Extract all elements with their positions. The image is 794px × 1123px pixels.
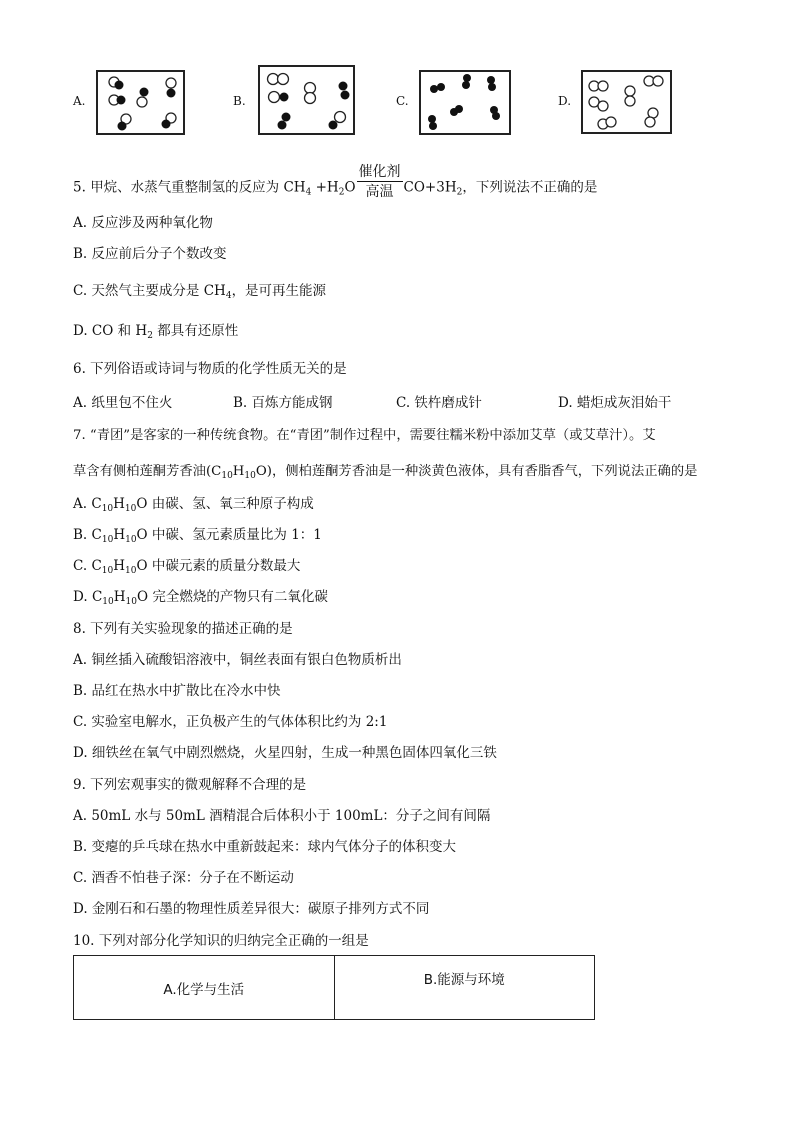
table-row	[74, 956, 595, 1020]
q5-number: 5.	[73, 179, 86, 196]
q7-formula-c: C	[91, 589, 103, 605]
molecule-diagram-b	[260, 67, 353, 133]
q7-formula-h: H	[113, 589, 126, 605]
q4-option-b-diagram	[258, 65, 355, 135]
q7-subscript: 10	[244, 471, 256, 481]
q7-subscript: 10	[101, 504, 114, 514]
q7-option-c-text: O 中碳元素的质量分数最大	[136, 558, 301, 574]
q7-option-a-text: O 由碳、氢、氧三种原子构成	[136, 496, 314, 512]
q5-subscript: 4	[225, 291, 232, 301]
q7-stem-line2	[73, 463, 697, 485]
q5-option-d-text: D. CO 和 H	[73, 323, 148, 339]
q7-subscript: 10	[125, 597, 137, 607]
q4-option-d-diagram	[581, 70, 672, 134]
q7-stem-line1: 7. “青团”是客家的一种传统食物。在“青团”制作过程中，需要往糯米粉中添加艾草（或艾草汁）。艾	[73, 428, 656, 443]
q9-option-c: C. 酒香不怕巷子深：分子在不断运动	[73, 870, 294, 886]
q7-stem-text: 草含有侧柏莲酮芳香油(C	[73, 464, 222, 479]
q7-formula-c: C	[91, 558, 102, 574]
molecule-diagram-c	[421, 72, 509, 133]
q9-option-b: B. 变瘪的乒乓球在热水中重新鼓起来：球内气体分子的体积变大	[73, 839, 457, 855]
q8-option-d: D. 细铁丝在氧气中剧烈燃烧，火星四射，生成一种黑色固体四氧化三铁	[73, 745, 497, 761]
q10-header-b: B.能源与环境	[334, 956, 595, 1020]
q8-stem: 8. 下列有关实验现象的描述正确的是	[73, 621, 293, 637]
q7-subscript: 10	[101, 566, 114, 576]
q7-option-d	[73, 588, 328, 611]
q5-subscript: 2	[147, 331, 153, 341]
q5-option-d-tail: 都具有还原性	[152, 323, 239, 339]
q4-option-a-label: A.	[73, 94, 86, 108]
q6-option-b: B. 百炼方能成钢	[233, 395, 333, 411]
q5-products: CO+3H	[403, 179, 457, 196]
q7-subscript: 10	[102, 597, 114, 607]
q7-formula-c: C	[91, 527, 102, 543]
q7-option-letter: B.	[73, 527, 92, 543]
q4-option-c-label: C.	[396, 94, 409, 108]
q8-option-c: C. 实验室电解水，正负极产生的气体体积比约为 2:1	[73, 714, 388, 730]
q5-subscript: 2	[338, 187, 345, 198]
q7-subscript: 10	[125, 535, 137, 545]
q4-option-b-label: B.	[233, 94, 246, 108]
q7-subscript: 10	[124, 504, 137, 514]
q5-option-c-tail: ，是可再生能源	[231, 283, 327, 299]
reaction-condition	[357, 164, 403, 200]
q5-reactant-o: O	[344, 179, 356, 196]
q7-option-c	[73, 557, 300, 580]
q5-reactant-h: +H	[311, 179, 339, 196]
q8-option-b: B. 品红在热水中扩散比在冷水中快	[73, 683, 281, 699]
q5-option-c	[73, 282, 326, 305]
q7-option-letter: C.	[73, 558, 92, 574]
q9-option-d: D. 金刚石和石墨的物理性质差异很大：碳原子排列方式不同	[73, 901, 430, 917]
q7-option-letter: A.	[73, 496, 92, 512]
q5-option-b: B. 反应前后分子个数改变	[73, 246, 227, 262]
q5-option-d	[73, 322, 238, 345]
q9-stem: 9. 下列宏观事实的微观解释不合理的是	[73, 777, 307, 793]
q5-stem	[73, 164, 598, 206]
q5-subscript: 4	[305, 187, 312, 198]
reaction-arrow-bar	[357, 181, 403, 182]
q5-stem-tail: ，下列说法不正确的是	[462, 179, 598, 196]
q7-formula-h: H	[113, 558, 126, 574]
q7-option-d-text: O 完全燃烧的产物只有二氧化碳	[136, 589, 328, 605]
q7-option-b-text: O 中碳、氢元素质量比为 1：1	[136, 527, 322, 543]
q6-option-c: C. 铁杵磨成针	[396, 395, 482, 411]
q9-option-a: A. 50mL 水与 50mL 酒精混合后体积小于 100mL：分子之间有间隔	[73, 808, 491, 824]
q7-subscript: 10	[101, 535, 114, 545]
q8-option-a: A. 铜丝插入硫酸铝溶液中，铜丝表面有银白色物质析出	[73, 652, 402, 668]
q4-option-a-diagram	[96, 70, 185, 135]
q5-option-c-text: C. 天然气主要成分是 CH	[73, 283, 226, 299]
q7-option-letter: D.	[73, 589, 92, 605]
catalyst-label: 催化剂	[358, 164, 401, 180]
q5-subscript: 2	[456, 187, 463, 198]
q6-option-a: A. 纸里包不住火	[73, 395, 173, 411]
q6-stem: 6. 下列俗语或诗词与物质的化学性质无关的是	[73, 361, 347, 377]
q7-subscript: 10	[125, 566, 137, 576]
q7-formula-h: H	[113, 527, 126, 543]
q5-stem-text: 甲烷、水蒸气重整制氢的反应为 CH	[90, 179, 306, 196]
q7-option-a	[73, 495, 314, 518]
q5-option-a: A. 反应涉及两种氧化物	[73, 215, 213, 231]
heat-label: 高温	[365, 184, 394, 200]
q10-stem: 10. 下列对部分化学知识的归纳完全正确的一组是	[73, 933, 369, 949]
q7-stem-tail: O)，侧柏莲酮芳香油是一种淡黄色液体，具有香脂香气，下列说法正确的是	[255, 464, 698, 479]
q7-formula-h: H	[113, 496, 125, 512]
molecule-diagram-d	[583, 72, 670, 132]
q6-option-d: D. 蜡炬成灰泪始干	[558, 395, 672, 411]
q4-option-c-diagram	[419, 70, 511, 135]
q10-header-a: A.化学与生活	[74, 956, 335, 1020]
q7-formula-h: H	[232, 464, 245, 479]
q7-option-b	[73, 526, 322, 549]
q7-formula-c: C	[91, 496, 102, 512]
q10-table	[73, 955, 595, 1020]
q7-subscript: 10	[221, 471, 233, 481]
q4-option-d-label: D.	[558, 94, 572, 108]
molecule-diagram-a	[98, 72, 183, 133]
